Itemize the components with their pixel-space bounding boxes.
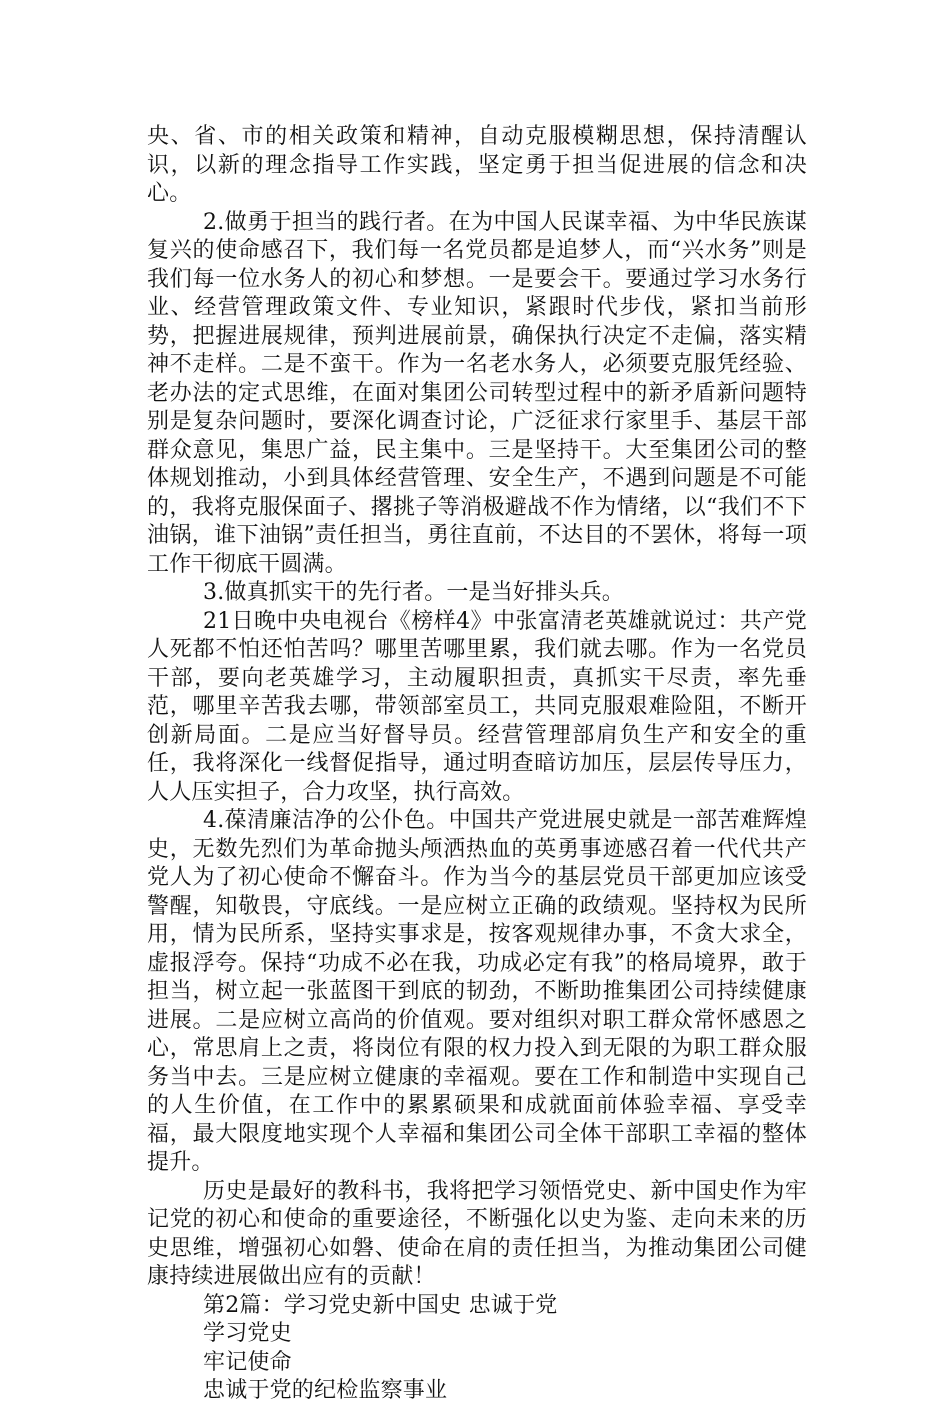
paragraph-example: 21日晚中央电视台《榜样4》中张富清老英雄就说过：共产党人死都不怕还怕苦吗？哪里苦哪里累，我们就去哪。作为一名党员干部，要向老英雄学习，主动履职担责，真抓实干尽责，率先垂范，哪里辛苦我去哪，带领部室员工，共同克服艰难险阻，不断开创新局面。二是应当好督导员。经营管理部肩负生产和安全的重任，我将深化一线督促指导，通过明查暗访加压，层层传导压力，人人压实担子，合力攻坚，执行高效。 <box>147 608 807 805</box>
section-heading: 第2篇：学习党史新中国史 忠诚于党 <box>203 1292 558 1318</box>
paragraph-conclusion: 历史是最好的教科书，我将把学习领悟党史、新中国史作为牢记党的初心和使命的重要途径，不断强化以史为鉴、走向未来的历史思维，增强初心如磐、使命在肩的责任担当，为推动集团公司健康持续进展做出应有的贡献！ <box>147 1178 807 1289</box>
heading-line: 忠诚于党的纪检监察事业 <box>203 1378 448 1403</box>
paragraph-item-3: 3.做真抓实干的先行者。一是当好排头兵。 <box>203 580 624 605</box>
document-page <box>147 123 807 1406</box>
paragraph-item-4: 4.葆清廉洁净的公仆色。中国共产党进展史就是一部苦难辉煌史，无数先烈们为革命抛头颅洒热血的英勇事迹感召着一代代共产党人为了初心使命不懈奋斗。作为当今的基层党员干部更加应该受警醒，知敬畏，守底线。一是应树立正确的政绩观。坚持权为民所用，情为民所系，坚持实事求是，按客观规律办事，不贪大求全，虚报浮夸。保持“功成不必在我，功成必定有我”的格局境界，敢于担当，树立起一张蓝图干到底的韧劲，不断助推集团公司持续健康进展。二是应树立高尚的价值观。要对组织对职工群众常怀感恩之心，常思肩上之责，将岗位有限的权力投入到无限的为职工群众服务当中去。三是应树立健康的幸福观。要在工作和制造中实现自己的人生价值，在工作中的累累硕果和成就面前体验幸福、享受幸福，最大限度地实现个人幸福和集团公司全体干部职工幸福的整体提升。 <box>147 808 807 1175</box>
heading-line: 学习党史 <box>203 1321 292 1346</box>
paragraph-item-2: 2.做勇于担当的践行者。在为中国人民谋幸福、为中华民族谋复兴的使命感召下，我们每一名党员都是追梦人，而“兴水务”则是我们每一位水务人的初心和梦想。一是要会干。要通过学习水务行业、经营管理政策文件、专业知识，紧跟时代步伐，紧扣当前形势，把握进展规律，预判进展前景，确保执行决定不走偏，落实精神不走样。二是不蛮干。作为一名老水务人，必须要克服凭经验、老办法的定式思维，在面对集团公司转型过程中的新矛盾新问题特别是复杂问题时，要深化调查讨论，广泛征求行家里手、基层干部群众意见，集思广益，民主集中。三是坚持干。大至集团公司的整体规划推动，小到具体经营管理、安全生产，不遇到问题是不可能的，我将克服保面子、撂挑子等消极避战不作为情绪，以“我们不下油锅，谁下油锅”责任担当，勇往直前，不达目的不罢休，将每一项工作干彻底干圆满。 <box>147 209 807 577</box>
paragraph-continuation: 央、省、市的相关政策和精神，自动克服模糊思想，保持清醒认识，以新的理念指导工作实践，坚定勇于担当促进展的信念和决心。 <box>147 124 807 206</box>
heading-line: 牢记使命 <box>203 1349 292 1375</box>
